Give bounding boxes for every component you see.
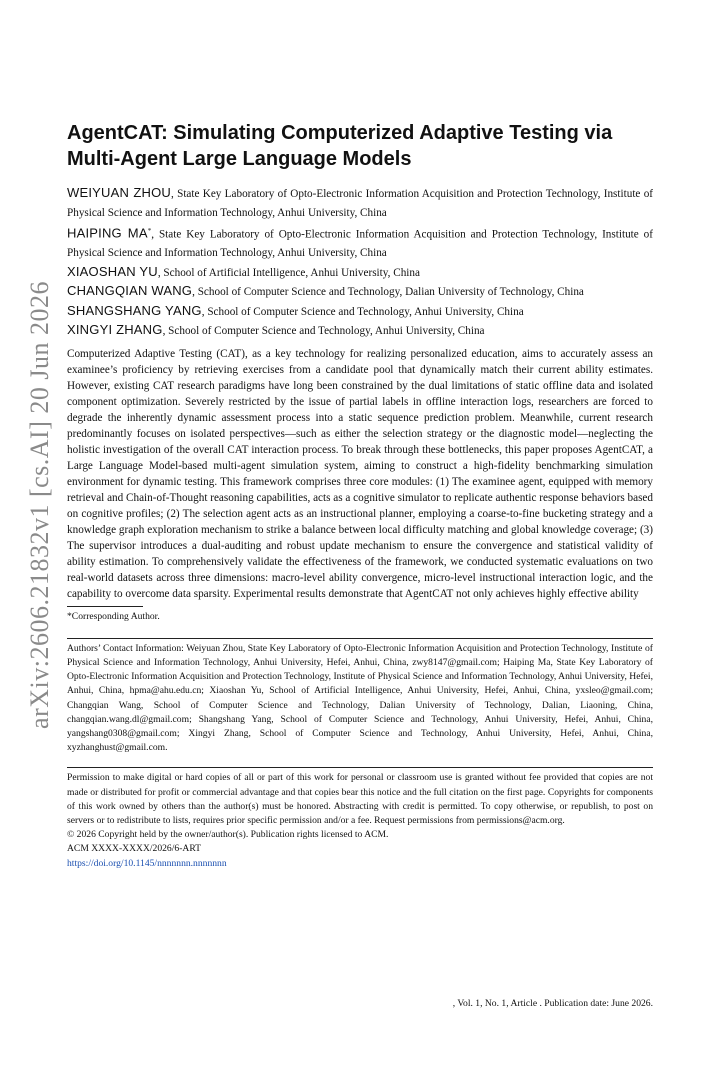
author-name: WEIYUAN ZHOU [67, 185, 172, 200]
arxiv-stamp [25, 280, 55, 730]
footnote-divider [67, 606, 143, 607]
author-list [67, 184, 653, 341]
arxiv-stamp-text: arXiv:2606.21832v1 [cs.AI] 20 Jun 2026 [25, 281, 55, 729]
doi-link[interactable]: https://doi.org/10.1145/nnnnnnn.nnnnnnn [67, 857, 227, 869]
author-affiliation: , State Key Laboratory of Opto-Electronic Information Acquisition and Protection Technology, Institute of Physical Science and Information Technology, Anhui University, China [67, 228, 653, 260]
author-affiliation: , School of Computer Science and Technology, Anhui University, China [162, 325, 485, 338]
author-entry [67, 222, 653, 263]
page-footer: , Vol. 1, No. 1, Article . Publication date: June 2026. [452, 998, 653, 1009]
author-name: XINGYI ZHANG [67, 322, 163, 338]
paper-title: AgentCAT: Simulating Computerized Adaptive Testing via Multi-Agent Large Language Models [67, 122, 613, 170]
author-affiliation: , School of Computer Science and Technology, Dalian University of Technology, China [192, 286, 584, 299]
author-name: XIAOSHAN YU [67, 263, 158, 279]
author-entry [67, 184, 653, 222]
abstract: Computerized Adaptive Testing (CAT), as a key technology for realizing personalized education, aims to accurately assess an examinee’s proficiency by retrieving exercises from a candidate pool that dynamically match their current ability estimates. However, existing CAT research paradigms have long been constrained by the dual limitations of static offline data and isolated component optimization. Severely restricted by the issue of partial labels in offline interaction logs, researchers are forced to degrade the inherently dynamic assessment process into a static sequence prediction problem. Meanwhile, current research predominantly focuses on isolated perspectives—such as either the selection strategy or the diagnostic model—neglecting the holistic investigation of the overall CAT interaction process. To break through these bottlenecks, this paper proposes AgentCAT, a Large Language Model-based multi-agent simulation system, aiming to construct a high-fidelity benchmarking simulation environment for dynamic testing. This framework comprises three core modules: (1) The examinee agent, equipped with memory retrieval and Chain-of-Thought reasoning capabilities, acts as a cognitive simulator to replicate authentic response behaviors based on cognitive profiles; (2) The selection agent acts as an instructional planner, employing a coarse-to-fine bucketing strategy and a knowledge graph exploration mechanism to strike a balance between local difficulty matching and global knowledge coverage; (3) The supervisor introduces a dual-auditing and robust update mechanism to ensure the convergence and statistical validity of ability estimation. To comprehensively validate the effectiveness of the framework, we conducted systematic evaluations on two real-world datasets across three dimensions: macro-level ability convergence, micro-level instructional interaction logic, and the capability to overcome data sparsity. Experimental results demonstrate that AgentCAT not only achieves highly effective ability [67, 347, 653, 600]
acm-identifier: ACM XXXX-XXXX/2026/6-ART [67, 843, 201, 855]
contact-divider [67, 638, 653, 639]
permissions-notice: Permission to make digital or hard copies of all or part of this work for personal or classroom use is granted without fee provided that copies are not made or distributed for profit or commercial advantage and that copies bear this notice and the full citation on the first page. Copyrights for components of this work owned by others than the author(s) must be honored. Abstracting with credit is permitted. To copy otherwise, or republish, to post on servers or to redistribute to lists, requires prior specific permission and/or a fee. Request permissions from permissions@acm.org. [67, 772, 653, 826]
author-affiliation: , School of Computer Science and Technology, Anhui University, China [201, 305, 524, 318]
author-entry [67, 263, 653, 283]
author-affiliation: , School of Artificial Intelligence, Anhui University, China [157, 266, 420, 279]
author-contact-information: Authors’ Contact Information: Weiyuan Zhou, State Key Laboratory of Opto-Electronic Information Acquisition and Protection Technology, Institute of Physical Science and Information Technology, Anhui University, Hefei, Anhui, China, zwy8147@gmail.com; Haiping Ma, State Key Laboratory of Opto-Electronic Information Acquisition and Protection Technology, Institute of Physical Science and Information Technology, Anhui University, Hefei, Anhui, China, hpma@ahu.edu.cn; Xiaoshan Yu, School of Artificial Intelligence, Anhui University, Hefei, Anhui, China, yxsleo@gmail.com; Changqian Wang, School of Computer Science and Technology, Dalian University of Technology, Dalian, Liaoning, China, changqian.wang.dl@gmail.com; Shangshang Yang, School of Computer Science and Technology, Anhui University, Hefei, Anhui, China, yangshang0308@gmail.com; Xingyi Zhang, School of Computer Science and Technology, Anhui University, Hefei, Anhui, China, xyzhanghust@gmail.com. [67, 642, 653, 754]
copyright-line: © 2026 Copyright held by the owner/author(s). Publication rights licensed to ACM. [67, 829, 389, 841]
author-name: HAIPING MA [67, 225, 148, 241]
permissions-divider [67, 767, 653, 768]
corresponding-author-note: *Corresponding Author. [67, 610, 160, 622]
author-name: SHANGSHANG YANG [67, 302, 202, 318]
author-entry [67, 282, 653, 302]
author-entry [67, 302, 653, 322]
author-entry [67, 321, 653, 341]
page-content [67, 120, 653, 871]
author-affiliation: , State Key Laboratory of Opto-Electronic Information Acquisition and Protection Technology, Institute of Physical Science and Information Technology, Anhui University, China [67, 188, 654, 219]
author-footnote-mark: * [147, 227, 152, 235]
author-name: CHANGQIAN WANG [67, 283, 193, 299]
